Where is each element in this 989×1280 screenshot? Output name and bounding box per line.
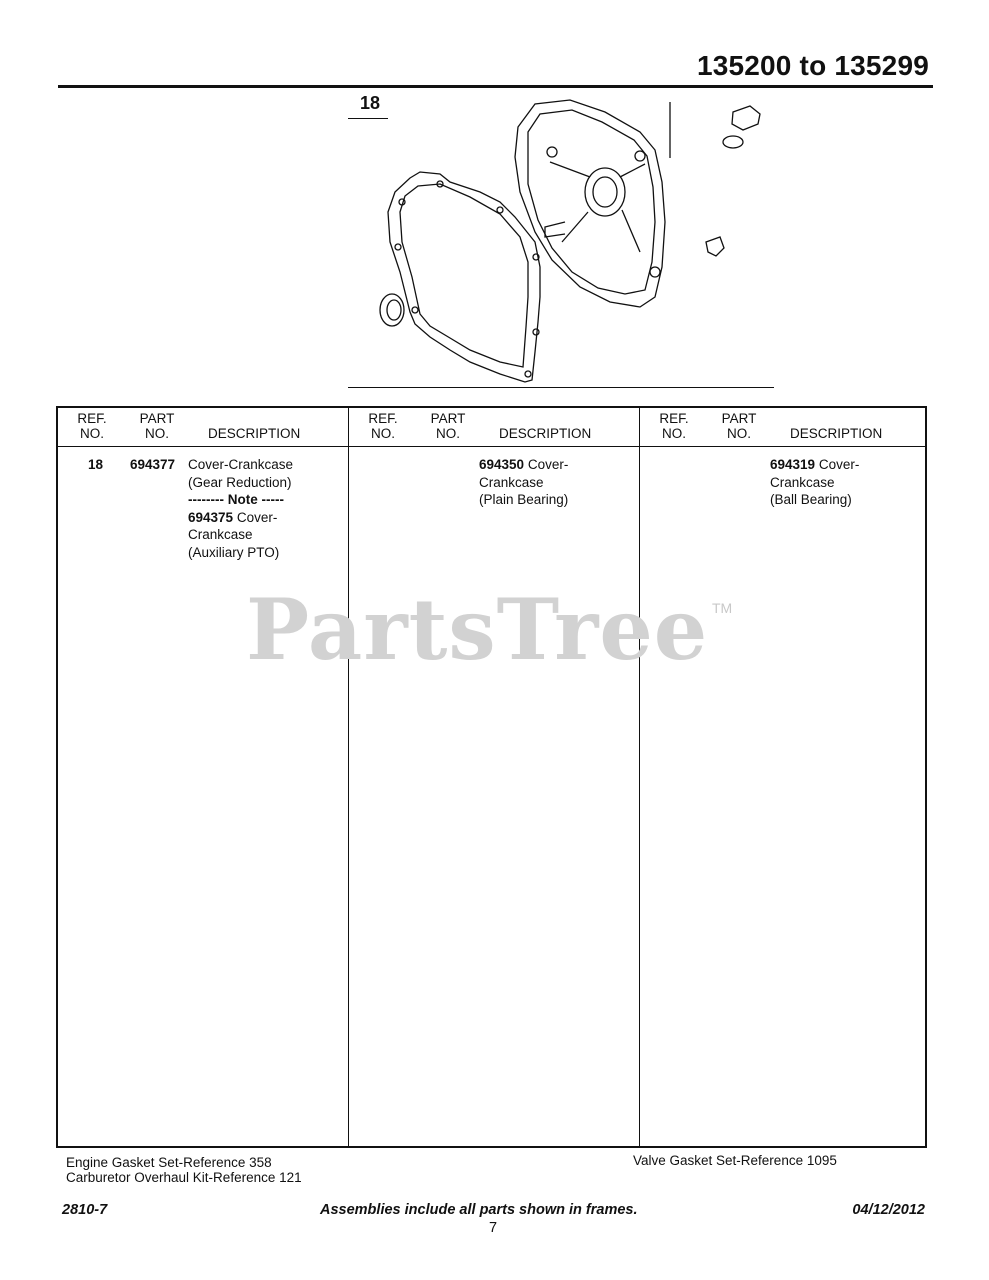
document-id: 2810-7 (62, 1202, 108, 1218)
description-header: DESCRIPTION (499, 426, 592, 441)
part-header: PART NO. (721, 411, 757, 441)
parts-column-2 (348, 408, 639, 1146)
cover-body (515, 100, 665, 307)
diagram-callout: 18 (360, 93, 381, 113)
alt-part-number: 694319 (770, 457, 816, 472)
ref-header: REF. NO. (77, 411, 107, 441)
document-date: 04/12/2012 (852, 1202, 925, 1218)
description-line: 694350 Cover- (479, 457, 569, 472)
parts-column-3 (639, 408, 930, 1146)
parts-column-1 (58, 408, 348, 1146)
page-number: 7 (489, 1220, 498, 1236)
assemblies-note: Assemblies include all parts shown in frames. (320, 1202, 638, 1218)
description-line: Crankcase (479, 474, 544, 490)
description-line: (Gear Reduction) (188, 474, 292, 490)
page-title: 135200 to 135299 (696, 50, 929, 81)
trademark-mark: TM (712, 600, 733, 616)
description-line: (Auxiliary PTO) (188, 544, 280, 560)
description-line: Crankcase (188, 527, 253, 542)
ref-number: 18 (88, 457, 104, 472)
parts-table (56, 406, 927, 1148)
title-rule (58, 85, 933, 88)
alt-part-number: 694375 (188, 509, 234, 525)
description-line: Crankcase (770, 474, 835, 490)
description-line: 694375 Cover- (188, 509, 278, 525)
description-header: DESCRIPTION (790, 426, 883, 441)
part-description (479, 456, 629, 509)
diagram-rule (348, 387, 774, 388)
crankcase-cover-diagram (340, 92, 780, 392)
ref-header: REF. NO. (659, 411, 689, 441)
oil-plug (732, 106, 760, 130)
ref-header: REF. NO. (368, 411, 398, 441)
partstree-watermark: PartsTree (246, 580, 709, 679)
description-line: Cover-Crankcase (188, 457, 294, 472)
carburetor-kit-reference: Carburetor Overhaul Kit-Reference 121 (66, 1170, 302, 1185)
gasket-outline (388, 172, 540, 382)
description-header: DESCRIPTION (208, 426, 301, 441)
description-line: (Plain Bearing) (479, 492, 569, 507)
part-header: PART NO. (139, 411, 175, 441)
description-line: 694319 Cover- (770, 457, 860, 472)
description-line: (Ball Bearing) (770, 492, 852, 507)
alt-part-number: 694350 (479, 457, 525, 472)
part-header: PART NO. (430, 411, 466, 441)
part-description (188, 456, 338, 561)
fitting (706, 237, 724, 256)
part-description (770, 456, 920, 509)
valve-gasket-reference: Valve Gasket Set-Reference 1095 (633, 1153, 837, 1168)
note-line: -------- Note ----- (188, 492, 284, 507)
gasket-set-reference: Engine Gasket Set-Reference 358 (66, 1155, 272, 1170)
part-number: 694377 (130, 457, 176, 472)
